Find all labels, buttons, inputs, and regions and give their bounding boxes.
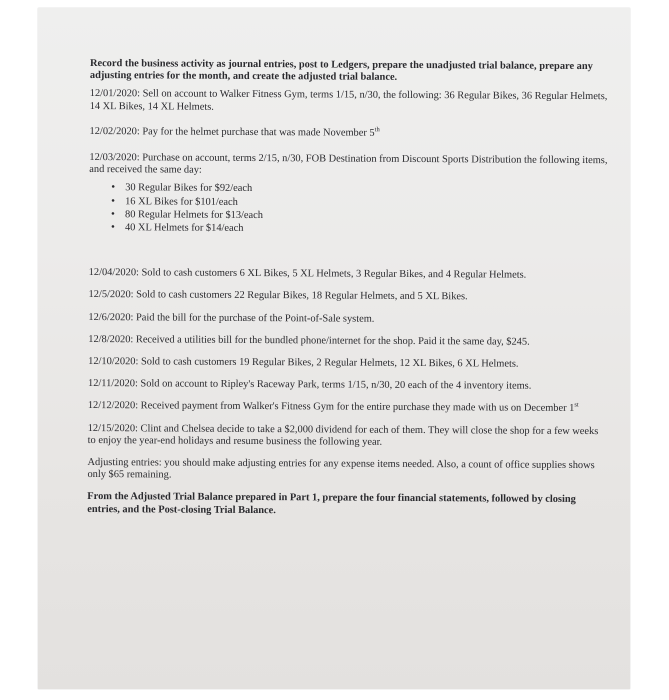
entry-12-12-suffix: st xyxy=(574,401,579,409)
entry-12-08: 12/8/2020: Received a utilities bill for the bundled phone/internet for the shop. Paid it the same day, $245. xyxy=(88,333,530,348)
purchase-item: • 80 Regular Helmets for $13/each xyxy=(111,208,609,224)
entry-12-05: 12/5/2020: Sold to cash customers 22 Regular Bikes, 18 Regular Helmets, and 5 XL Bikes. xyxy=(88,289,468,303)
purchase-items-list xyxy=(89,181,609,237)
entry-12-12 xyxy=(88,400,608,415)
entry-12-06: 12/6/2020: Paid the bill for the purchase of the Point-of-Sale system. xyxy=(88,311,375,325)
entry-12-04: 12/04/2020: Sold to cash customers 6 XL Bikes, 5 XL Helmets, 3 Regular Bikes, and 4 Regular Helmets. xyxy=(88,267,527,281)
entry-12-01: 12/01/2020: Sell on account to Walker Fitness Gym, terms 1/15, n/30, the following: 36 Regular Bikes, 36 Regular Helmets, 14 XL Bikes, 14 XL Helmets. xyxy=(89,88,608,113)
intro-instructions: Record the business activity as journal entries, post to Ledgers, prepare the unadjusted trial balance, prepare any adjusting entries for the month, and create the adjusted trial balance. xyxy=(89,58,593,84)
entry-12-10: 12/10/2020: Sold to cash customers 19 Regular Bikes, 2 Regular Helmets, 12 XL Bikes, 6 XL Helmets. xyxy=(88,356,519,370)
entry-12-12-text: 12/12/2020: Received payment from Walker's Fitness Gym for the entire purchase they made with us on December 1 xyxy=(87,400,575,415)
entry-12-02-suffix: th xyxy=(374,126,380,134)
purchase-item: • 30 Regular Bikes for $92/each xyxy=(111,182,609,198)
entry-12-03: 12/03/2020: Purchase on account, terms 2/15, n/30, FOB Destination from Discount Sports Distribution the following items, and received the same day: xyxy=(89,152,608,176)
entry-12-11: 12/11/2020: Sold on account to Ripley's Raceway Park, terms 1/15, n/30, 20 each of the 4 inventory items. xyxy=(87,378,532,392)
entry-12-02 xyxy=(90,126,610,141)
entry-12-02-text: 12/02/2020: Pay for the helmet purchase that was made November 5 xyxy=(89,125,375,139)
adjusting-entries-note: Adjusting entries: you should make adjusting entries for any expense items needed. Also, a count of office supplies shows only $65 remaining. xyxy=(87,457,595,481)
document-photo xyxy=(38,8,630,689)
assignment-sheet xyxy=(87,58,610,519)
purchase-item: • 40 XL Helmets for $14/each xyxy=(111,221,609,237)
purchase-item: • 16 XL Bikes for $101/each xyxy=(111,195,609,211)
entry-12-15: 12/15/2020: Clint and Chelsea decide to take a $2,000 dividend for each of them. They will close the shop for a few weeks to enjoy the year-end holidays and resume business the following year. xyxy=(87,422,599,448)
closing-instructions: From the Adjusted Trial Balance prepared in Part 1, prepare the four financial statements, followed by closing entries, and the Post-closing Trial Balance. xyxy=(87,491,576,516)
